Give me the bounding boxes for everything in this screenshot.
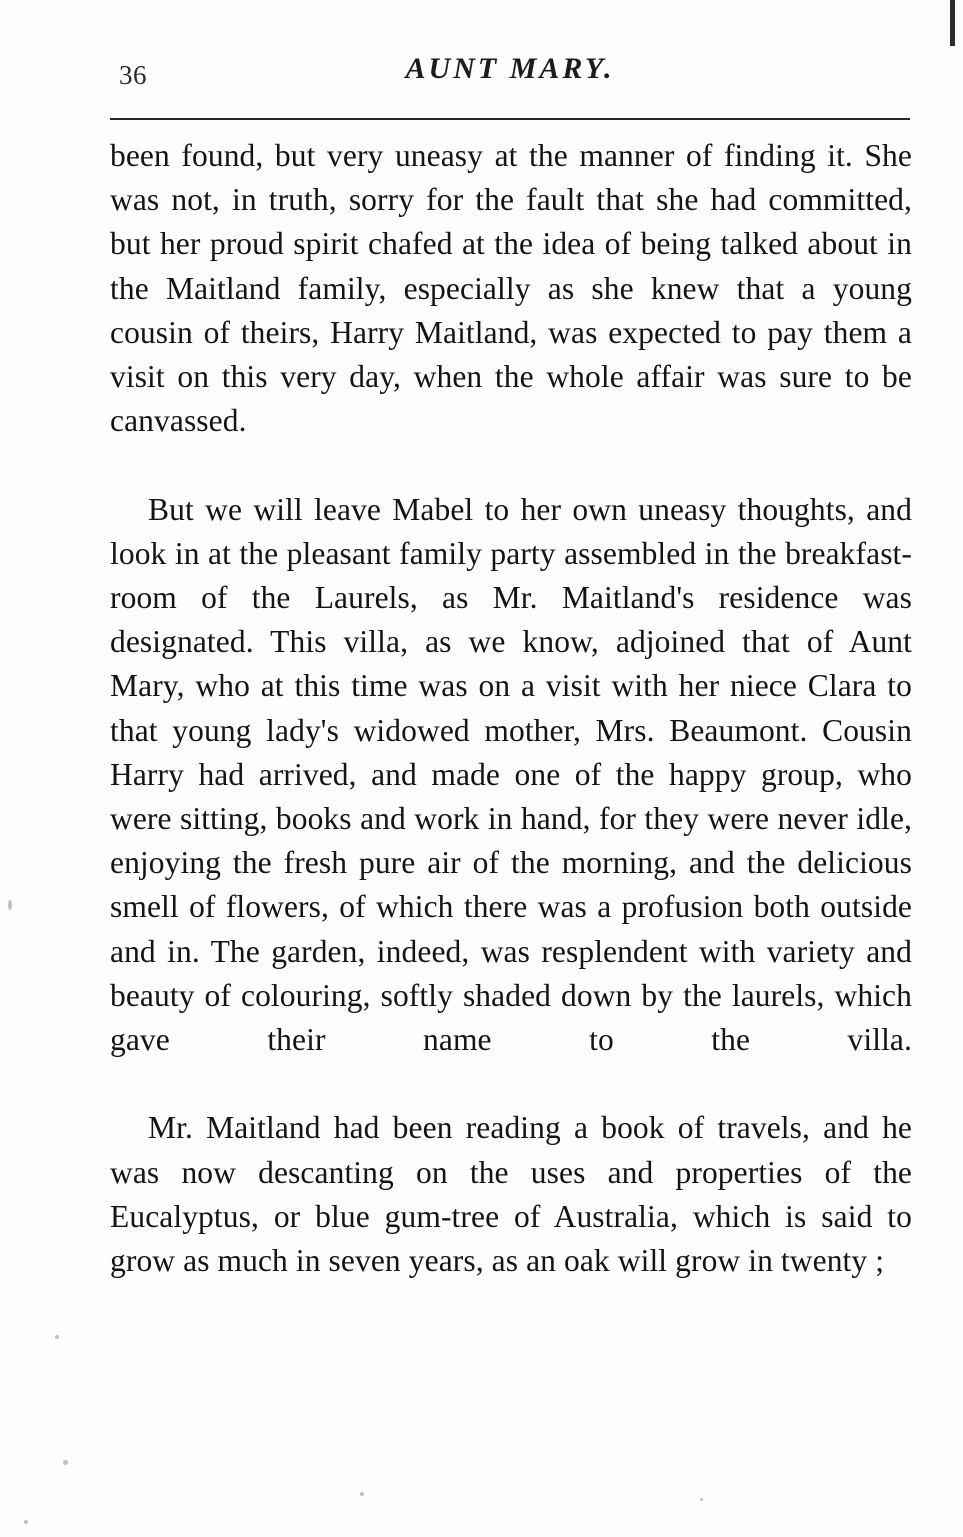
scan-speck xyxy=(55,1335,59,1339)
scan-speck xyxy=(8,900,12,910)
page-number: 36 xyxy=(119,60,147,90)
scan-speck xyxy=(360,1492,364,1496)
header-rule xyxy=(110,118,910,120)
scan-edge-artifact xyxy=(950,0,955,46)
paragraph: been found, but very uneasy at the manner of finding it. She was not, in truth, sorry for the fault that she had committed, but her proud spirit chafed at the idea of being talked about in the Maitland family, especially as she knew that a young cousin of theirs, Harry Maitland, was expected to pay them a visit on this very day, when the whole affair was sure to be canvassed. xyxy=(110,138,912,439)
paragraph: Mr. Maitland had been reading a book of travels, and he was now descanting on the uses and properties of the Eucalyptus, or blue gum-tree of Australia, which is said to grow as much in seven years, as an oak will grow in twenty ; xyxy=(110,1110,912,1279)
scan-speck xyxy=(700,1498,703,1501)
paragraph: But we will leave Mabel to her own uneasy thoughts, and look in at the pleasant family party assembled in the breakfast-room of the Laurels, as Mr. Maitland's residence was designated. This villa, as we know, adjoined that of Aunt Mary, who at this time was on a visit with her niece Clara to that young lady's widowed mother, Mrs. Beaumont. Cousin Harry had arrived, and made one of the happy group, who were sitting, books and work in hand, for they were never idle, enjoying the fresh pure air of the morning, and the delicious smell of flowers, of which there was a profusion both outside and in. The garden, indeed, was resplendent with variety and beauty of colouring, softly shaded down by the laurels, which gave their name to the villa. xyxy=(110,491,912,1058)
page-header xyxy=(105,52,915,98)
page-body xyxy=(110,134,912,1283)
scan-speck xyxy=(63,1460,68,1465)
running-title: AUNT MARY. xyxy=(405,52,615,85)
scan-speck xyxy=(24,1520,28,1524)
